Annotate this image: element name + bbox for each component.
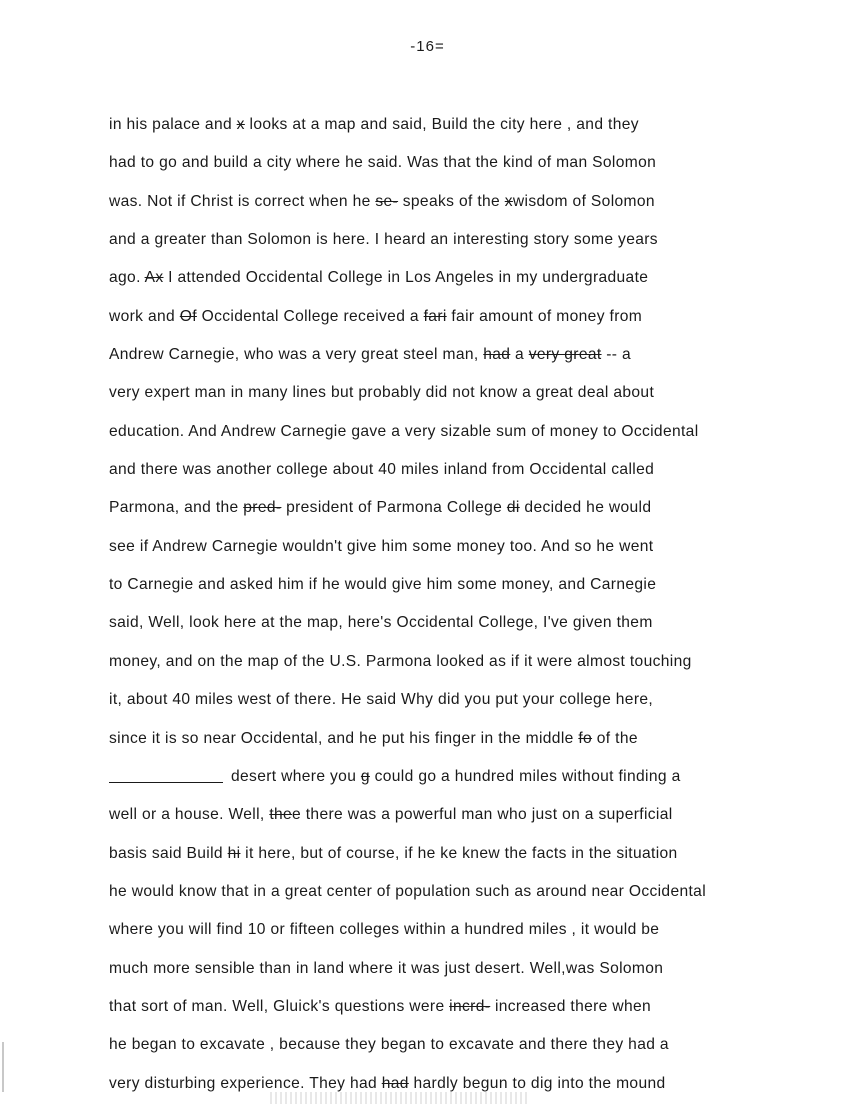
text-segment: it here, but of course, if he ke knew the facts in the situation [240, 844, 678, 862]
struck-text: Of [179, 307, 197, 325]
text-line [109, 380, 829, 418]
text-segment: since it is so near Occidental, and he put his finger in the middle [109, 729, 579, 747]
text-segment: was. Not if Christ is correct when he [109, 192, 376, 210]
struck-text: x [236, 116, 245, 133]
text-line [109, 572, 829, 610]
text-line [109, 534, 829, 572]
scan-margin-mark [2, 1042, 4, 1092]
text-line [109, 304, 829, 342]
text-line [109, 150, 829, 188]
text-line [109, 764, 829, 802]
text-segment: in his palace and [109, 116, 237, 133]
text-segment: Andrew Carnegie, who was a very great steel man, [109, 346, 484, 364]
text-segment: said, Well, look here at the map, here's Occidental College, I've given them [109, 614, 653, 632]
struck-text: se- [375, 192, 399, 210]
text-segment: that sort of man. Well, Gluick's questions were [109, 997, 450, 1015]
text-segment: hardly begun to dig into the mound [408, 1074, 666, 1092]
text-segment: desert where you [231, 767, 361, 785]
text-segment: Parmona, and the [109, 499, 244, 517]
text-line [109, 956, 829, 994]
text-segment: very expert man in many lines but probably did not know a great deal about [109, 384, 655, 402]
text-line [109, 994, 829, 1032]
scan-bottom-smudge [270, 1092, 530, 1104]
text-segment: very disturbing experience. They had [109, 1074, 382, 1092]
text-segment: could go a hundred miles without finding a [369, 767, 681, 785]
text-segment: Occidental College received a [196, 307, 424, 325]
page-number: -16= [410, 38, 445, 55]
text-line [109, 342, 829, 380]
text-line [109, 1032, 829, 1070]
struck-text: had [483, 346, 511, 364]
text-line [109, 457, 829, 495]
text-segment: -- a [601, 346, 632, 364]
struck-text: the [269, 806, 293, 824]
text-segment: of the [592, 729, 638, 747]
text-segment: money, and on the map of the U.S. Parmona looked as if it were almost touching [109, 652, 692, 670]
text-segment: it, about 40 miles west of there. He said Why did you put your college here, [109, 691, 654, 709]
text-segment: basis said Build [109, 844, 228, 862]
text-segment: work and [109, 307, 180, 325]
struck-text: x [504, 192, 513, 210]
text-segment: wisdom of Solomon [512, 192, 655, 210]
struck-text: had [381, 1074, 409, 1092]
text-segment: president of Parmona College [281, 499, 507, 517]
text-segment: well or a house. Well, [109, 806, 270, 824]
text-segment: e there was a powerful man who just on a superficial [292, 806, 673, 824]
struck-text: di [506, 499, 520, 517]
text-segment: decided he would [519, 499, 652, 517]
struck-text: g [360, 767, 370, 785]
text-line [109, 189, 829, 227]
text-segment: I attended Occidental College in Los Angeles in my undergraduate [163, 269, 649, 287]
text-segment: and a greater than Solomon is here. I heard an interesting story some years [109, 231, 658, 249]
text-segment: fair amount of money from [446, 307, 643, 325]
text-line [109, 879, 829, 917]
text-line [109, 495, 829, 533]
text-line [109, 610, 829, 648]
text-line [109, 841, 829, 879]
text-line [109, 112, 829, 150]
text-segment: education. And Andrew Carnegie gave a very sizable sum of money to Occidental [109, 422, 699, 440]
text-segment: he would know that in a great center of population such as around near Occidental [109, 882, 707, 900]
text-segment: looks at a map and said, Build the city here , and they [244, 116, 639, 133]
struck-text: incrd- [449, 997, 491, 1015]
text-segment: he began to excavate , because they began to excavate and there they had a [109, 1036, 669, 1054]
struck-text: very great [528, 346, 602, 364]
text-line [109, 802, 829, 840]
text-segment: had to go and build a city where he said. Was that the kind of man Solomon [109, 154, 657, 172]
struck-text: hi [227, 844, 241, 862]
text-line [109, 917, 829, 955]
text-segment: where you will find 10 or fifteen colleges within a hundred miles , it would be [109, 921, 660, 939]
blank-underline [109, 781, 223, 783]
text-segment: and there was another college about 40 miles inland from Occidental called [109, 461, 655, 479]
text-segment: see if Andrew Carnegie wouldn't give him some money too. And so he went [109, 537, 654, 555]
text-segment: to Carnegie and asked him if he would give him some money, and Carnegie [109, 576, 657, 594]
struck-text: fari [423, 307, 447, 325]
text-segment: increased there when [490, 997, 652, 1015]
text-segment: much more sensible than in land where it was just desert. Well,was Solomon [109, 959, 664, 977]
text-segment: speaks of the [398, 192, 505, 210]
text-line [109, 419, 829, 457]
document-body [109, 112, 829, 1109]
struck-text: fo [578, 729, 593, 747]
text-line [109, 726, 829, 764]
text-segment: ago. [109, 269, 145, 287]
text-line [109, 649, 829, 687]
text-segment: a [510, 346, 529, 364]
text-line [109, 227, 829, 265]
text-line [109, 265, 829, 303]
struck-text: pred- [243, 499, 282, 517]
text-line [109, 687, 829, 725]
struck-text: Ax [144, 269, 164, 287]
